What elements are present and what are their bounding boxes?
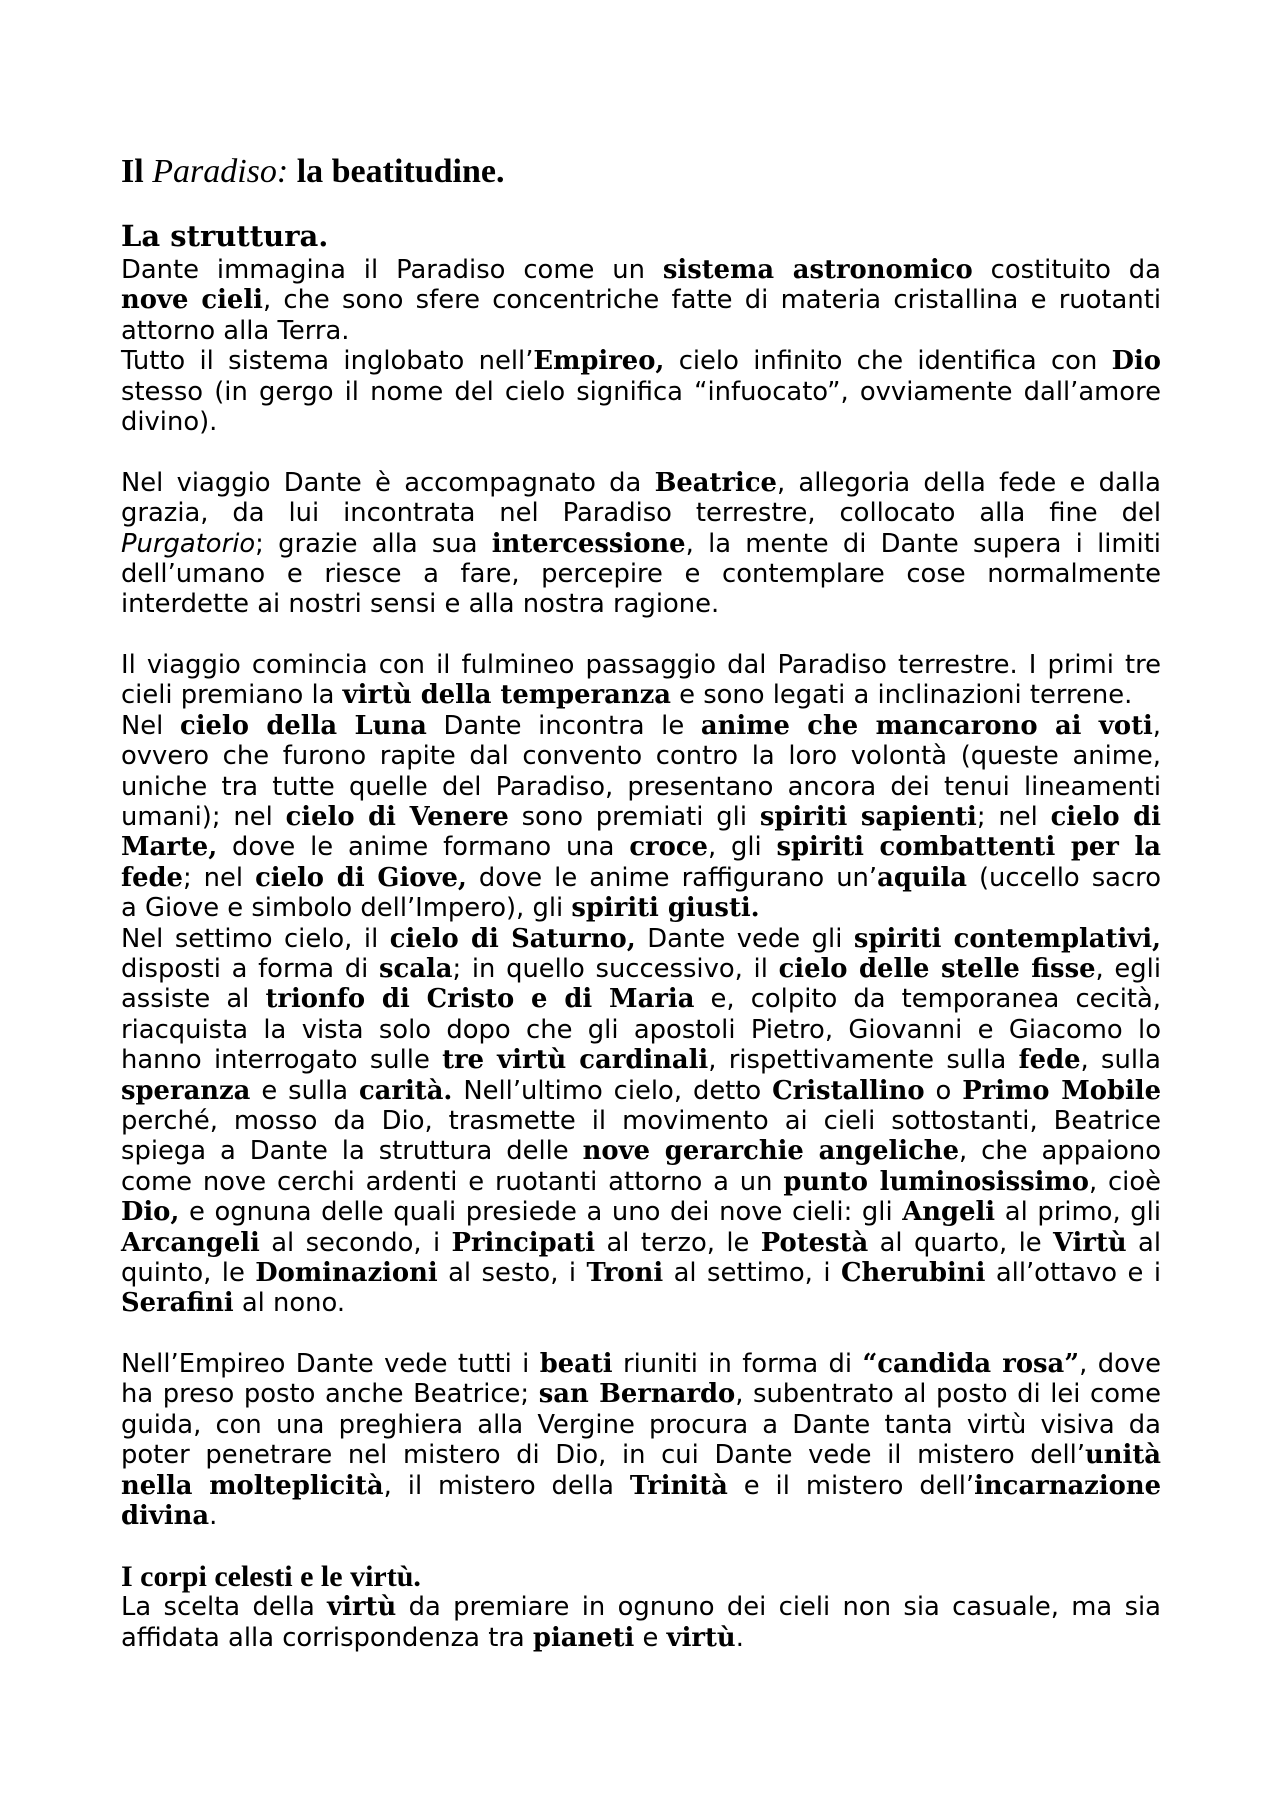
text-run: riacquista la vista solo dopo che gli apostoli Pietro, Giovanni e Giacomo lo	[121, 1014, 1161, 1045]
text-line	[121, 772, 1161, 802]
paragraph	[121, 650, 1161, 711]
bold-term: fede	[1018, 1045, 1081, 1076]
text-line	[121, 802, 1161, 832]
text-line	[121, 832, 1161, 862]
text-run: quinto, le	[121, 1257, 256, 1288]
text-run: perché, mosso da Dio, trasmette il movimento ai cieli sottostanti, Beatrice	[121, 1105, 1161, 1136]
text-line	[121, 1106, 1161, 1136]
text-run: ovvero che furono rapite dal convento contro la loro volontà (queste anime,	[121, 741, 1161, 772]
text-run: disposti a forma di	[121, 953, 379, 984]
bold-term: scala	[379, 953, 453, 984]
text-run: al sesto, i	[437, 1257, 587, 1288]
bold-term: virtù della temperanza	[342, 680, 671, 711]
line-content	[121, 863, 1161, 893]
text-run: dove le anime raffigurano un’	[466, 862, 878, 893]
text-run: al secondo, i	[259, 1227, 452, 1258]
bold-term: trionfo di Cristo e di Maria	[265, 984, 695, 1015]
text-run: , allegoria della fede e dalla	[776, 467, 1161, 498]
text-run: cieli premiano la	[121, 680, 343, 711]
line-content	[121, 1106, 1161, 1136]
line-content	[121, 1288, 345, 1318]
bold-term: cielo della Luna	[179, 710, 427, 741]
italic-term: Purgatorio	[121, 528, 256, 559]
document-title	[121, 153, 1161, 191]
bold-term: Cristallino	[772, 1075, 925, 1106]
bold-term: Principati	[451, 1227, 596, 1258]
bold-term: la beatitudine.	[288, 153, 505, 190]
bold-term: Cherubini	[840, 1257, 986, 1288]
text-run: .	[735, 1622, 744, 1653]
text-run: hanno interrogato sulle	[121, 1045, 443, 1076]
text-run: spiega a Dante la struttura delle	[121, 1136, 583, 1167]
text-run: ; nel	[182, 862, 256, 893]
bold-term: cielo di Saturno,	[389, 923, 636, 954]
text-line	[121, 1592, 1161, 1622]
text-run: sono premiati gli	[508, 802, 760, 833]
bold-term: nella molteplicità	[121, 1470, 384, 1501]
line-content	[121, 772, 1161, 802]
bold-term: aquila	[877, 862, 967, 893]
bold-term: Virtù	[1053, 1227, 1127, 1258]
bold-term: Angeli	[902, 1197, 996, 1228]
text-line	[121, 285, 1161, 315]
paragraph	[121, 711, 1161, 924]
text-line	[121, 589, 1161, 619]
line-content	[121, 1045, 1161, 1075]
paragraph	[121, 346, 1161, 437]
text-line	[121, 1501, 1161, 1531]
bold-term: carità.	[358, 1075, 453, 1106]
text-line	[121, 1167, 1161, 1197]
text-line	[121, 741, 1161, 771]
bold-term: Dominazioni	[255, 1257, 438, 1288]
text-run: poter penetrare nel mistero di Dio, in cui Dante vede il mistero dell’	[121, 1440, 1086, 1471]
text-run: al primo, gli	[995, 1197, 1161, 1228]
text-run: Dante vede gli	[635, 923, 854, 954]
bold-term: speranza	[121, 1075, 251, 1106]
line-content	[121, 498, 1161, 528]
line-content	[121, 954, 1161, 984]
bold-term: Trinità	[629, 1470, 728, 1501]
line-content	[121, 1623, 744, 1653]
text-run: o	[924, 1075, 963, 1106]
paragraph	[121, 924, 1161, 1319]
text-run: Nell’ultimo cielo, detto	[452, 1075, 773, 1106]
text-run: attorno alla Terra.	[121, 315, 350, 346]
bold-term: nove gerarchie angeliche	[582, 1136, 959, 1167]
line-content	[121, 650, 1161, 680]
bold-term: spiriti combattenti per la	[776, 832, 1161, 863]
text-run: al terzo, le	[595, 1227, 761, 1258]
text-run: costituito da	[972, 255, 1161, 285]
line-content	[121, 377, 1161, 407]
bold-term: virtù	[327, 1592, 397, 1623]
text-run: al settimo, i	[663, 1257, 841, 1288]
bold-term: fede	[121, 862, 183, 893]
line-content	[121, 984, 1161, 1014]
text-line	[121, 954, 1161, 984]
line-content	[121, 1592, 1161, 1622]
line-content	[121, 407, 217, 437]
paragraph-group	[121, 468, 1161, 620]
text-run: , sulla	[1080, 1045, 1161, 1076]
text-line	[121, 1015, 1161, 1045]
line-content	[121, 1379, 1161, 1409]
text-line	[121, 711, 1161, 741]
bold-term: “candida rosa”	[862, 1349, 1080, 1380]
section-heading: La struttura.	[121, 219, 329, 253]
text-run: assiste al	[121, 984, 266, 1015]
text-run: ; grazie alla sua	[255, 528, 492, 559]
text-run: e il mistero dell’	[727, 1470, 975, 1501]
text-run: e sono legati a inclinazioni terrene.	[670, 680, 1133, 711]
bold-term: san Bernardo	[538, 1379, 736, 1410]
bold-term: sistema astronomico	[662, 255, 973, 285]
bold-term: Il	[121, 153, 153, 190]
text-line	[121, 924, 1161, 954]
text-line	[121, 1258, 1161, 1288]
line-content	[121, 1471, 1161, 1501]
text-run: al nono.	[233, 1288, 346, 1319]
text-line	[121, 1623, 1161, 1653]
text-run: grazia, da lui incontrata nel Paradiso terrestre, collocato alla fine del	[121, 498, 1161, 529]
text-run: , gli	[707, 832, 777, 863]
text-run: da premiare in ognuno dei cieli non sia casuale, ma sia	[396, 1592, 1161, 1623]
text-run: Dante immagina il Paradiso come un	[121, 255, 663, 285]
line-content	[121, 741, 1161, 771]
bold-term: intercessione	[491, 528, 686, 559]
document-body	[121, 255, 1161, 1653]
text-line	[121, 1410, 1161, 1440]
text-run: e sulla	[250, 1075, 359, 1106]
text-run: , rispettivamente sulla	[708, 1045, 1019, 1076]
line-content	[121, 924, 1161, 954]
line-content	[121, 1258, 1161, 1288]
text-run: , la mente di Dante supera i limiti	[685, 528, 1161, 559]
text-run: La scelta della	[121, 1592, 328, 1623]
text-line	[121, 316, 1161, 346]
text-line	[121, 1197, 1161, 1227]
line-content	[121, 529, 1161, 559]
line-content	[121, 893, 760, 923]
line-content	[121, 316, 349, 346]
text-run: come nove cerchi ardenti e ruotanti attorno a un	[121, 1166, 784, 1197]
line-content	[121, 1076, 1161, 1106]
bold-term: incarnazione	[974, 1470, 1161, 1501]
bold-term: Empireo,	[533, 346, 665, 377]
text-line	[121, 1076, 1161, 1106]
paragraph	[121, 1592, 1161, 1653]
bold-term: Troni	[586, 1257, 664, 1288]
text-run: Il viaggio comincia con il fulmineo passaggio dal Paradiso terrestre. I primi tre	[121, 650, 1161, 681]
line-content	[121, 346, 1161, 376]
line-content	[121, 1167, 1161, 1197]
line-content	[121, 1410, 1161, 1440]
text-run: e, colpito da temporanea cecità,	[694, 984, 1161, 1015]
paragraph	[121, 1349, 1161, 1531]
text-line	[121, 650, 1161, 680]
bold-term: punto luminosissimo	[783, 1166, 1089, 1197]
text-run: a Giove e simbolo dell’Impero), gli	[121, 893, 572, 924]
bold-term: Marte,	[121, 832, 218, 863]
text-run: , cioè	[1088, 1166, 1161, 1197]
line-content	[121, 559, 1161, 589]
bold-term: spiriti contemplativi,	[853, 923, 1162, 954]
text-run: al	[1126, 1227, 1161, 1258]
text-line	[121, 863, 1161, 893]
paragraph-group	[121, 1349, 1161, 1531]
text-run: guida, con una preghiera alla Vergine procura a Dante tanta virtù visiva da	[121, 1409, 1161, 1440]
paragraph-group	[121, 1559, 1161, 1653]
text-run: stesso (in gergo il nome del cielo significa “infuocato”, ovviamente dall’amore	[121, 376, 1161, 407]
text-run: e	[634, 1622, 667, 1653]
text-run: divino).	[121, 406, 218, 437]
bold-term: pianeti	[532, 1622, 635, 1653]
text-run: , il mistero della	[383, 1470, 630, 1501]
text-line	[121, 893, 1161, 923]
text-line	[121, 680, 1161, 710]
text-line	[121, 407, 1161, 437]
bold-term: croce	[629, 832, 708, 863]
text-run: , subentrato al posto di lei come	[735, 1379, 1161, 1410]
paragraph-group	[121, 255, 1161, 437]
text-run: Dante incontra le	[426, 710, 701, 741]
text-run: , che sono sfere concentriche fatte di materia cristallina e ruotanti	[262, 285, 1161, 316]
bold-term: cielo delle stelle fisse	[778, 953, 1096, 984]
bold-term: Beatrice	[654, 467, 777, 498]
line-content	[121, 711, 1161, 741]
line-content	[121, 285, 1161, 315]
line-content	[121, 802, 1161, 832]
text-run: cielo infinito che identifica con	[664, 346, 1112, 377]
bold-term: Potestà	[760, 1227, 869, 1258]
bold-term: beati	[539, 1349, 613, 1380]
text-run: interdette ai nostri sensi e alla nostra ragione.	[121, 589, 720, 620]
bold-term: cielo di Venere	[285, 802, 509, 833]
text-line	[121, 377, 1161, 407]
text-run: Nel	[121, 710, 180, 741]
bold-term: cielo di Giove,	[255, 862, 467, 893]
text-line	[121, 1349, 1161, 1379]
line-content	[121, 1501, 217, 1531]
text-line	[121, 559, 1161, 589]
text-line	[121, 1045, 1161, 1075]
text-run: riuniti in forma di	[612, 1349, 863, 1380]
italic-term: Paradiso:	[152, 153, 289, 190]
text-run: Tutto il sistema inglobato nell’	[121, 346, 534, 377]
text-line	[121, 1471, 1161, 1501]
text-run: (uccello sacro	[966, 862, 1161, 893]
text-run: dove le anime formano una	[217, 832, 630, 863]
paragraph	[121, 255, 1161, 346]
text-line	[121, 255, 1161, 285]
text-line	[121, 468, 1161, 498]
line-content	[121, 1197, 1161, 1227]
text-run: , che appaiono	[958, 1136, 1161, 1167]
text-run: al quarto, le	[868, 1227, 1053, 1258]
text-run: Nel settimo cielo, il	[121, 923, 390, 954]
text-run: ; nel	[976, 802, 1051, 833]
text-line	[121, 1228, 1161, 1258]
bold-term: Dio,	[121, 1197, 180, 1228]
line-content	[121, 680, 1132, 710]
text-line	[121, 1136, 1161, 1166]
text-line	[121, 1440, 1161, 1470]
line-content	[121, 1136, 1161, 1166]
document-page	[121, 153, 1161, 1683]
paragraph	[121, 468, 1161, 620]
bold-term: Serafini	[121, 1288, 234, 1319]
line-content	[121, 1228, 1161, 1258]
text-line	[121, 1288, 1161, 1318]
text-run: all’ottavo e i	[985, 1257, 1162, 1288]
text-run: dell’umano e riesce a fare, percepire e contemplare cose normalmente	[121, 558, 1161, 589]
line-content	[121, 1015, 1161, 1045]
text-run: Nel viaggio Dante è accompagnato da	[121, 467, 655, 498]
text-run: affidata alla corrispondenza tra	[121, 1622, 533, 1653]
bold-term: tre virtù cardinali	[442, 1045, 709, 1076]
bold-term: virtù	[666, 1622, 736, 1653]
line-content	[121, 832, 1161, 862]
bold-term: Arcangeli	[121, 1227, 260, 1258]
subheading: I corpi celesti e le virtù.	[121, 1559, 421, 1593]
text-run: , egli	[1095, 953, 1162, 984]
bold-term: unità	[1085, 1440, 1161, 1471]
bold-term: spiriti giusti.	[571, 893, 760, 924]
paragraph-group	[121, 650, 1161, 1319]
bold-term: anime che mancarono ai voti	[700, 710, 1153, 741]
text-run: ; in quello successivo, il	[452, 953, 779, 984]
bold-term: nove cieli	[121, 285, 263, 316]
bold-term: Dio	[1111, 346, 1161, 377]
line-content	[121, 468, 1161, 498]
text-run: ha preso posto anche Beatrice;	[121, 1379, 539, 1410]
line-content	[121, 1349, 1161, 1379]
line-content	[121, 1440, 1161, 1470]
text-line	[121, 1379, 1161, 1409]
text-run: umani); nel	[121, 802, 286, 833]
text-line	[121, 529, 1161, 559]
text-run: e ognuna delle quali presiede a uno dei nove cieli: gli	[179, 1197, 903, 1228]
text-run: .	[209, 1501, 218, 1532]
text-line	[121, 498, 1161, 528]
text-run: uniche tra tutte quelle del Paradiso, presentano ancora dei tenui lineamenti	[121, 771, 1161, 802]
line-content	[121, 255, 1161, 285]
line-content	[121, 589, 719, 619]
bold-term: divina	[121, 1501, 210, 1532]
text-line	[121, 984, 1161, 1014]
text-run: ,	[1152, 710, 1161, 741]
text-line	[121, 346, 1161, 376]
bold-term: spiriti sapienti	[759, 802, 977, 833]
text-run: Nell’Empireo Dante vede tutti i	[121, 1349, 540, 1380]
bold-term: Primo Mobile	[962, 1075, 1162, 1106]
text-run: , dove	[1079, 1349, 1162, 1380]
bold-term: cielo di	[1050, 802, 1161, 833]
